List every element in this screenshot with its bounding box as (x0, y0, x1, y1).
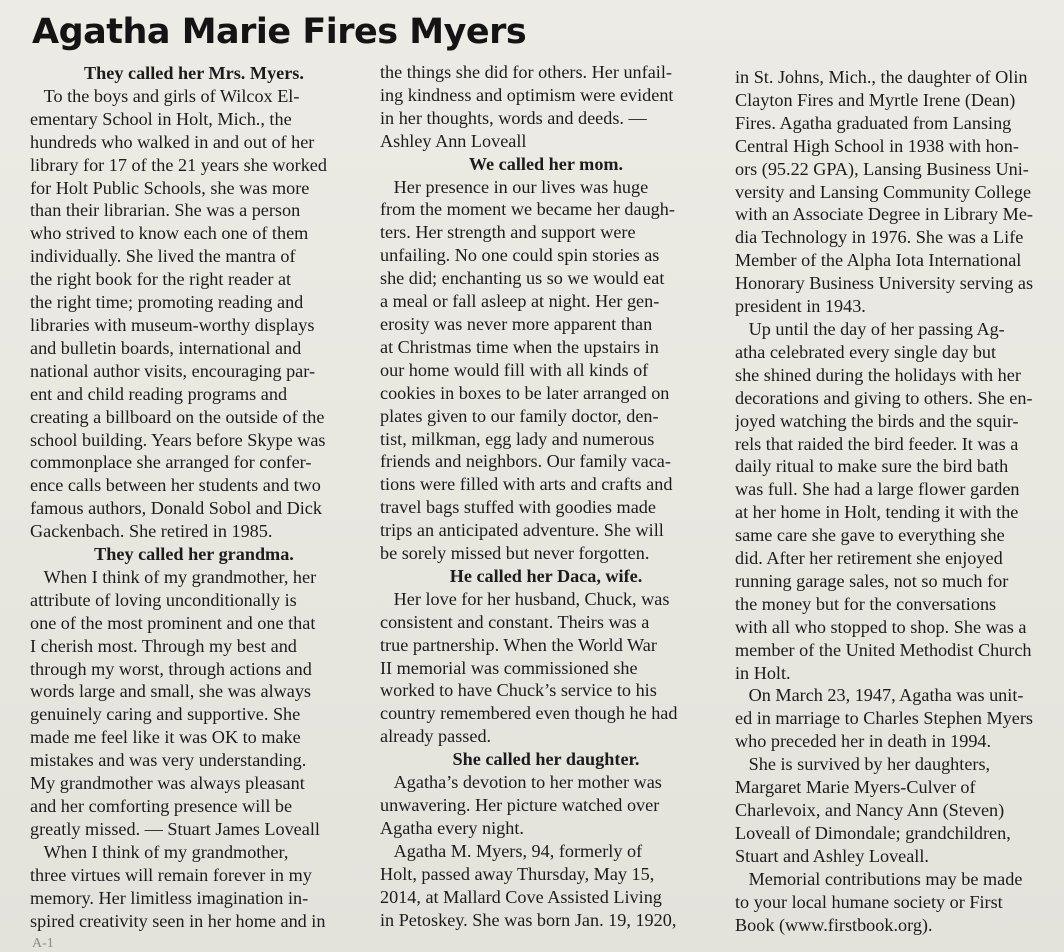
body-text-line: hundreds who walked in and out of her (30, 131, 315, 152)
body-text-line: the right time; promoting reading and (30, 292, 304, 313)
body-text-line: dia Technology in 1976. She was a Life (735, 227, 1024, 248)
body-text-line: at Christmas time when the upstairs in (380, 336, 659, 357)
body-text-line: national author visits, encouraging par- (30, 360, 315, 381)
body-text-line: ementary School in Holt, Mich., the (30, 108, 292, 129)
body-text-line: individually. She lived the mantra of (30, 246, 296, 267)
body-text-line: Agatha’s devotion to her mother was (380, 772, 662, 793)
body-text-line: school building. Years before Skype was (30, 429, 326, 450)
body-text-line: the money but for the conversations (735, 593, 997, 614)
body-text-line: When I think of my grandmother, (30, 841, 289, 862)
body-text-line: Gackenbach. She retired in 1985. (30, 521, 273, 542)
body-text-line: be sorely missed but never forgotten. (380, 543, 650, 564)
body-text-line: and bulletin boards, international and (30, 337, 302, 358)
body-text-line: My grandmother was always pleasant (30, 773, 305, 794)
body-text-line: unwavering. Her picture watched over (380, 795, 660, 815)
body-text-line: she shined during the holidays with her (735, 364, 1021, 385)
body-text-line: tions were filled with arts and crafts and (380, 474, 673, 495)
body-text-line: the right book for the right reader at (30, 269, 292, 290)
body-text-line: Agatha M. Myers, 94, formerly of (380, 840, 643, 861)
body-text-line: Central High School in 1938 with hon- (735, 135, 1019, 156)
body-text-line: at her home in Holt, tending it with the (735, 502, 1019, 523)
section-heading: They called her Mrs. Myers. (84, 63, 304, 83)
body-text-line: worked to have Chuck’s service to his (380, 680, 657, 701)
body-text-line: friends and neighbors. Our family vaca- (380, 451, 671, 472)
body-text-line: member of the United Methodist Church (735, 639, 1032, 660)
body-text-line: On March 23, 1947, Agatha was unit- (735, 685, 1024, 706)
body-text-line: creating a billboard on the outside of the (30, 406, 325, 427)
body-text-line: ence calls between her students and two (30, 475, 321, 496)
body-text-line: the things she did for others. Her unfail- (380, 62, 672, 82)
article-column-2 (380, 61, 712, 931)
body-text-line: plates given to our family doctor, den- (380, 405, 659, 426)
body-text-line: in her thoughts, words and deeds. — (380, 107, 647, 128)
obituary-headline: Agatha Marie Fires Myers (32, 12, 527, 52)
page-marker: A-1 (32, 936, 54, 951)
section-heading: He called her Daca, wife. (449, 565, 643, 586)
body-text-line: Book (www.firstbook.org). (735, 914, 933, 935)
body-text-line: famous authors, Donald Sobol and Dick (30, 498, 322, 519)
body-text-line: commonplace she arranged for confer- (30, 452, 312, 473)
body-text-line: II memorial was commissioned she (380, 657, 638, 678)
body-text-line: Honorary Business University serving as (735, 273, 1034, 294)
body-text-line: words large and small, she was always (30, 681, 312, 702)
body-text-line: joyed watching the birds and the squir- (735, 410, 1019, 431)
body-text-line: to your local humane society or First (735, 891, 1003, 912)
body-text-line: Margaret Marie Myers-Culver of (735, 777, 976, 798)
body-text-line: Her presence in our lives was huge (380, 176, 649, 197)
body-text-line: consistent and constant. Theirs was a (380, 611, 650, 632)
body-text-line: Her love for her husband, Chuck, was (380, 588, 670, 609)
body-text-line: with an Associate Degree in Library Me- (735, 204, 1033, 225)
body-text-line: Charlevoix, and Nancy Ann (Steven) (735, 800, 1005, 820)
body-text-line: in St. Johns, Mich., the daughter of Olin (735, 67, 1028, 87)
body-text-line: three virtues will remain forever in my (30, 864, 312, 885)
body-text-line: library for 17 of the 21 years she worked (30, 154, 327, 175)
body-text-line: ters. Her strength and support were (380, 222, 636, 243)
body-text-line: same care she gave to everything she (735, 525, 1005, 546)
body-text-line: in Holt. (735, 662, 791, 683)
body-text-line: greatly missed. — Stuart James Loveall (30, 818, 320, 839)
body-text-line: ent and child reading programs and (30, 383, 288, 404)
body-text-line: tist, milkman, egg lady and numerous (380, 428, 655, 449)
body-text-line: with all who stopped to shop. She was a (735, 616, 1027, 637)
body-text-line: unfailing. No one could spin stories as (380, 245, 660, 266)
body-text-line: for Holt Public Schools, she was more (30, 177, 310, 198)
body-text-line: trips an anticipated adventure. She will (380, 520, 664, 541)
article-column-1 (30, 62, 358, 932)
body-text-line: Loveall of Dimondale; grandchildren, (735, 822, 1011, 843)
body-text-line: from the moment we became her daugh- (380, 199, 675, 220)
body-text-line: made me feel like it was OK to make (30, 727, 301, 748)
body-text-line: She is survived by her daughters, (735, 754, 991, 775)
body-text-line: in Petoskey. She was born Jan. 19, 1920, (380, 909, 677, 930)
body-text-line: I cherish most. Through my best and (30, 635, 297, 656)
body-text-line: a meal or fall asleep at night. Her gen- (380, 291, 660, 312)
section-heading: We called her mom. (468, 153, 624, 174)
body-text-line: Agatha every night. (380, 817, 524, 838)
body-text-line: atha celebrated every single day but (735, 341, 997, 362)
body-text-line: attribute of loving unconditionally is (30, 589, 297, 610)
body-text-line: who strived to know each one of them (30, 223, 309, 244)
body-text-line: through my worst, through actions and (30, 658, 312, 679)
body-text-line: country remembered even though he had (380, 703, 678, 724)
body-text-line: Holt, passed away Thursday, May 15, (380, 863, 655, 884)
body-text-line: daily ritual to make sure the bird bath (735, 456, 1009, 477)
body-text-line: she did; enchanting us so we would eat (380, 268, 665, 289)
body-text-line: ors (95.22 GPA), Lansing Business Uni- (735, 158, 1029, 179)
body-text-line: did. After her retirement she enjoyed (735, 548, 1003, 569)
body-text-line: Memorial contributions may be made (735, 868, 1023, 889)
body-text-line: was full. She had a large flower garden (735, 479, 1020, 500)
body-text-line: true partnership. When the World War (380, 634, 657, 655)
body-text-line: genuinely caring and supportive. She (30, 704, 301, 725)
body-text-line: versity and Lansing Community College (735, 181, 1032, 202)
body-text-line: than their librarian. She was a person (30, 200, 301, 221)
body-text-line: Ashley Ann Loveall (380, 130, 527, 151)
body-text-line: When I think of my grandmother, her (30, 566, 317, 587)
body-text-line: memory. Her limitless imagination in- (30, 887, 309, 908)
body-text-line: decorations and giving to others. She en- (735, 387, 1033, 408)
body-text-line: Stuart and Ashley Loveall. (735, 845, 929, 866)
body-text-line: Clayton Fires and Myrtle Irene (Dean) (735, 89, 1016, 110)
body-text-line: ed in marriage to Charles Stephen Myers (735, 708, 1033, 729)
body-text-line: ing kindness and optimism were evident (380, 84, 674, 105)
body-text-line: Fires. Agatha graduated from Lansing (735, 112, 1012, 133)
body-text-line: 2014, at Mallard Cove Assisted Living (380, 886, 662, 907)
body-text-line: travel bags stuffed with goodies made (380, 497, 656, 518)
body-text-line: already passed. (380, 726, 492, 747)
section-heading: She called her daughter. (452, 749, 640, 770)
section-heading: They called her grandma. (94, 544, 294, 565)
body-text-line: erosity was never more apparent than (380, 313, 653, 334)
body-text-line: president in 1943. (735, 296, 866, 317)
body-text-line: mistakes and was very understanding. (30, 750, 307, 771)
body-text-line: Member of the Alpha Iota International (735, 250, 1022, 271)
body-text-line: our home would fill with all kinds of (380, 359, 649, 380)
body-text-line: libraries with museum-worthy displays (30, 314, 315, 335)
body-text-line: and her comforting presence will be (30, 796, 293, 816)
body-text-line: spired creativity seen in her home and in (30, 910, 326, 931)
body-text-line: running garage sales, not so much for (735, 570, 1009, 591)
body-text-line: one of the most prominent and one that (30, 612, 316, 633)
body-text-line: To the boys and girls of Wilcox El- (30, 85, 300, 106)
article-column-3 (735, 66, 1064, 936)
body-text-line: cookies in boxes to be later arranged on (380, 382, 670, 403)
body-text-line: rels that raided the bird feeder. It was a (735, 433, 1019, 454)
body-text-line: Up until the day of her passing Ag- (735, 318, 1005, 339)
body-text-line: who preceded her in death in 1994. (735, 731, 992, 752)
